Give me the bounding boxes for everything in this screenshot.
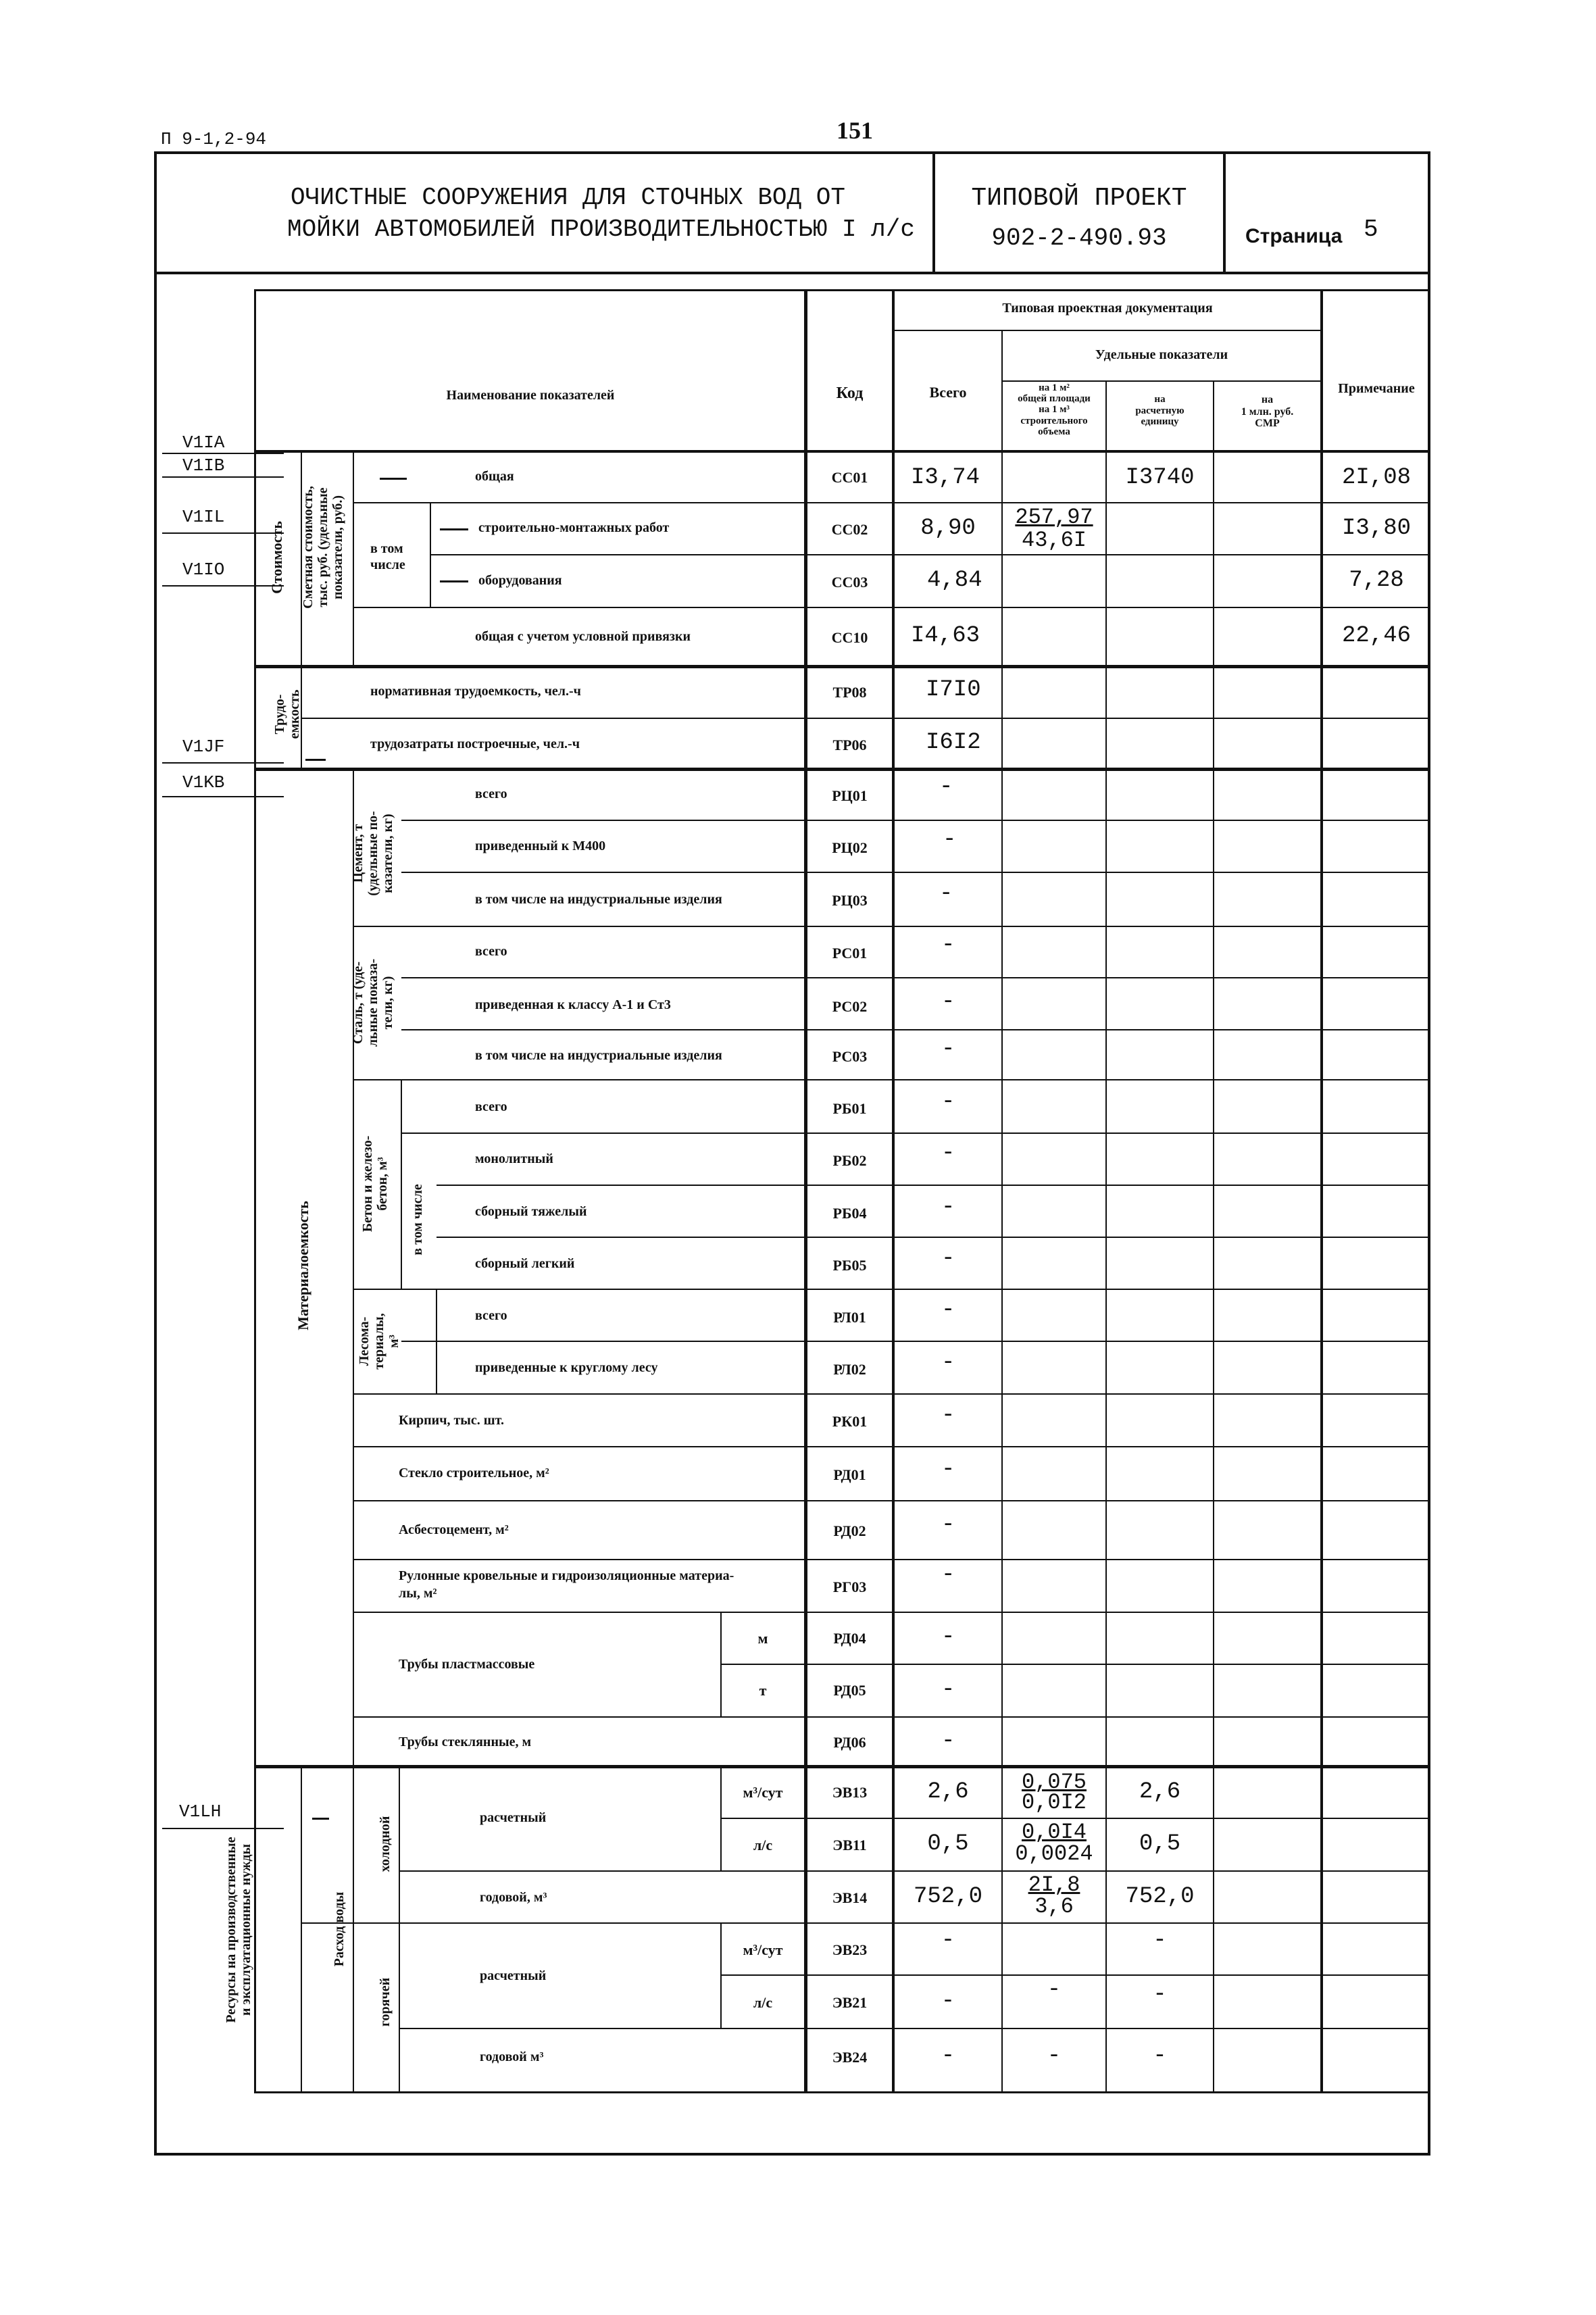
- group-beton: Бетон и железо- бетон, м³: [360, 1135, 390, 1233]
- group-trudoemkost: Трудо- емкость: [272, 689, 302, 739]
- row-total: I4,63: [911, 623, 980, 649]
- row-total: 752,0: [913, 1884, 983, 1910]
- col-header-udelnye: Удельные показатели: [1095, 347, 1228, 362]
- group-resursy: Ресурсы на производственные и эксплуатационные нужды: [224, 1837, 253, 2023]
- group-lesomaterialy: Лесома- териалы, м³: [357, 1313, 401, 1370]
- row-total: 4,84: [927, 568, 982, 593]
- row-name: годовой м³: [480, 2049, 544, 2064]
- page-value: 5: [1364, 216, 1378, 243]
- row-code: СС10: [831, 629, 868, 646]
- row-name: Асбестоцемент, м²: [399, 1522, 509, 1537]
- row-name: нормативная трудоемкость, чел.-ч: [370, 684, 581, 699]
- row-name-line1: Рулонные кровельные и гидроизоляционные материа-: [399, 1568, 734, 1583]
- row-name: строительно-монтажных работ: [478, 520, 670, 535]
- page-label: Страница: [1245, 225, 1343, 247]
- row-note: I3,80: [1341, 516, 1412, 541]
- row-per-m2-bottom: 3,6: [1034, 1894, 1074, 1919]
- row-name: сборный легкий: [475, 1256, 575, 1271]
- row-total: -: [941, 1350, 955, 1376]
- row-name: всего: [475, 787, 507, 801]
- group-stoimost: Стоимость: [268, 521, 285, 594]
- col-header-note: Примечание: [1338, 381, 1415, 396]
- row-total: -: [941, 1677, 955, 1703]
- project-label: ТИПОВОЙ ПРОЕКТ: [971, 184, 1187, 213]
- group-beton-v-tom-chisle: в том числе: [410, 1184, 425, 1255]
- margin-code-v1ia: V1IA: [182, 432, 225, 453]
- row-code: ЭВ23: [832, 1941, 868, 1958]
- row-total: I3,74: [911, 465, 980, 491]
- row-per-m2-bottom: 0,0024: [1015, 1841, 1093, 1866]
- row-code: ЭВ21: [832, 1994, 868, 2011]
- row-total: -: [941, 1297, 955, 1323]
- row-name: общая с учетом условной привязки: [475, 629, 691, 644]
- row-note: 2I,08: [1341, 465, 1412, 491]
- row-code: ЭВ11: [832, 1837, 867, 1853]
- row-per-unit: -: [1153, 1928, 1167, 1953]
- margin-code-v1il: V1IL: [182, 507, 225, 527]
- row-total: -: [941, 1403, 955, 1428]
- row-name: расчетный: [480, 1810, 547, 1825]
- row-code: СС02: [831, 521, 868, 538]
- row-name: Трубы пластмассовые: [399, 1657, 535, 1672]
- row-code: РД06: [833, 1734, 866, 1751]
- row-name: монолитный: [475, 1151, 553, 1166]
- row-total: -: [941, 1989, 955, 2014]
- row-total: -: [941, 989, 955, 1015]
- row-name-line2: лы, м²: [399, 1586, 437, 1601]
- col-header-total: Всего: [929, 384, 967, 401]
- row-unit: л/с: [753, 1837, 773, 1853]
- row-total: -: [941, 1141, 955, 1166]
- row-total: -: [941, 1037, 955, 1062]
- row-per-unit: -: [1153, 1982, 1167, 2008]
- row-code: РЛ01: [833, 1309, 866, 1326]
- row-total: -: [939, 881, 953, 907]
- row-name: оборудования: [478, 573, 562, 588]
- row-note: 7,28: [1349, 568, 1404, 593]
- row-code: РД01: [833, 1466, 866, 1483]
- row-code: ТР08: [832, 684, 867, 701]
- row-name: в том числе на индустриальные изделия: [475, 892, 722, 907]
- group-materialoemkost: Материалоемкость: [295, 1201, 311, 1330]
- row-per-m2-bottom: 43,6I: [1021, 528, 1087, 553]
- row-name: приведенный к М400: [475, 839, 606, 853]
- row-name: годовой, м³: [480, 1890, 547, 1905]
- doc-code: П 9-1,2-94: [161, 129, 267, 149]
- margin-code-v1kb: V1KB: [182, 772, 225, 793]
- row-per-m2: -: [1047, 1977, 1062, 2003]
- row-code: РД02: [833, 1522, 866, 1539]
- row-code: ЭВ24: [832, 2049, 868, 2066]
- row-unit: т: [759, 1682, 767, 1699]
- margin-code-v1lh: V1LH: [179, 1801, 222, 1822]
- group-cement: Цемент, т (удельные по- казатели, кг): [351, 811, 395, 896]
- row-code: РБ02: [832, 1152, 867, 1169]
- col-header-per-unit: на расчетную единицу: [1135, 394, 1184, 427]
- col-header-per-m2: на 1 м² общей площади на 1 м³ строительного объема: [1018, 382, 1091, 437]
- row-code: РЦ03: [832, 892, 868, 909]
- group-holodnoy: холодной: [378, 1816, 393, 1872]
- row-code: РЦ02: [832, 839, 868, 856]
- document-title-line1: ОЧИСТНЫЕ СООРУЖЕНИЯ ДЛЯ СТОЧНЫХ ВОД ОТ: [291, 184, 845, 211]
- row-code: РД05: [833, 1682, 866, 1699]
- margin-code-v1jf: V1JF: [182, 737, 225, 757]
- row-per-unit: I3740: [1125, 465, 1195, 491]
- row-name: всего: [475, 1308, 507, 1323]
- row-name: в том числе на индустриальные изделия: [475, 1048, 722, 1063]
- margin-code-v1io: V1IO: [182, 559, 225, 580]
- row-name: приведенные к круглому лесу: [475, 1360, 658, 1375]
- row-code: РС02: [832, 998, 868, 1015]
- row-code: РД04: [833, 1630, 866, 1647]
- row-code: РБ04: [832, 1205, 867, 1222]
- col-header-per-mln: на 1 млн. руб. СМР: [1241, 394, 1294, 430]
- row-total: -: [941, 1562, 955, 1588]
- row-name: сборный тяжелый: [475, 1204, 587, 1219]
- row-total: -: [941, 932, 955, 958]
- row-unit: м³/сут: [743, 1784, 783, 1801]
- row-code: ЭВ13: [832, 1784, 868, 1801]
- row-code: ТР06: [832, 737, 867, 753]
- row-total: -: [941, 1457, 955, 1483]
- row-unit: м: [757, 1630, 768, 1647]
- row-per-unit: 0,5: [1139, 1831, 1181, 1857]
- row-unit: м³/сут: [743, 1941, 783, 1958]
- row-per-unit: -: [1153, 2043, 1167, 2069]
- group-v-tom-chisle: в том числе: [370, 541, 405, 572]
- row-name: Стекло строительное, м²: [399, 1466, 549, 1480]
- row-name: расчетный: [480, 1968, 547, 1983]
- row-per-m2: -: [1047, 2043, 1062, 2069]
- row-total: -: [941, 1928, 955, 1953]
- row-total: I6I2: [926, 730, 981, 755]
- row-name: всего: [475, 1099, 507, 1114]
- row-total: -: [941, 1624, 955, 1650]
- project-number: 902-2-490.93: [991, 224, 1167, 252]
- row-total: 0,5: [927, 1831, 969, 1857]
- row-code: ЭВ14: [832, 1889, 868, 1906]
- group-stal: Сталь, т (уде- льные показа- тели, кг): [351, 958, 395, 1047]
- row-per-m2-top: 2I,8: [1028, 1872, 1080, 1897]
- row-code: РС01: [832, 945, 868, 962]
- row-per-m2-bottom: 0,0I2: [1021, 1790, 1087, 1815]
- row-name: Кирпич, тыс. шт.: [399, 1413, 504, 1428]
- row-total: 8,90: [920, 516, 976, 541]
- row-code: РБ01: [832, 1100, 867, 1117]
- group-rashod-vody: Расход воды: [332, 1891, 347, 1967]
- row-total: -: [939, 774, 953, 800]
- row-note: 22,46: [1341, 623, 1412, 649]
- row-unit: л/с: [753, 1994, 773, 2011]
- row-total: -: [941, 2043, 955, 2069]
- row-total: -: [943, 827, 957, 853]
- row-name: всего: [475, 944, 507, 959]
- row-name: Трубы стеклянные, м: [399, 1735, 532, 1749]
- row-code: РК01: [832, 1413, 868, 1430]
- row-per-unit: 752,0: [1125, 1884, 1195, 1910]
- row-total: -: [941, 1195, 955, 1220]
- margin-code-v1ib: V1IB: [182, 455, 225, 476]
- row-per-unit: 2,6: [1139, 1779, 1181, 1805]
- row-per-m2-top: 0,0I4: [1021, 1820, 1087, 1845]
- row-code: РС03: [832, 1048, 868, 1065]
- row-per-m2-top: 0,075: [1021, 1770, 1087, 1795]
- col-header-tipovaya: Типовая проектная документация: [1002, 301, 1213, 316]
- row-name: трудозатраты построечные, чел.-ч: [370, 737, 580, 751]
- row-code: РГ03: [832, 1578, 867, 1595]
- row-total: -: [941, 1246, 955, 1272]
- row-code: СС01: [831, 469, 868, 486]
- row-code: СС03: [831, 574, 868, 591]
- group-smetnaya: Сметная стоимость, тыс. руб. (удельные показатели, руб.): [301, 486, 345, 609]
- row-per-m2-top: 257,97: [1015, 505, 1093, 530]
- row-total: -: [941, 1728, 955, 1754]
- row-name: приведенная к классу А-1 и Ст3: [475, 997, 671, 1012]
- row-code: РЦ01: [832, 787, 868, 804]
- row-code: РБ05: [832, 1257, 867, 1274]
- col-header-code: Код: [836, 384, 864, 402]
- page-number: 151: [837, 117, 873, 144]
- group-goryachey: горячей: [378, 1977, 393, 2027]
- document-title-line2: МОЙКИ АВТОМОБИЛЕЙ ПРОИЗВОДИТЕЛЬНОСТЬЮ I л/с: [287, 216, 915, 243]
- row-total: 2,6: [927, 1779, 969, 1805]
- header-box: [154, 151, 1430, 274]
- row-total: I7I0: [926, 677, 981, 703]
- row-total: -: [941, 1089, 955, 1115]
- col-header-name: Наименование показателей: [446, 388, 615, 403]
- row-code: РЛ02: [833, 1361, 866, 1378]
- row-total: -: [941, 1512, 955, 1538]
- row-name: общая: [475, 469, 514, 484]
